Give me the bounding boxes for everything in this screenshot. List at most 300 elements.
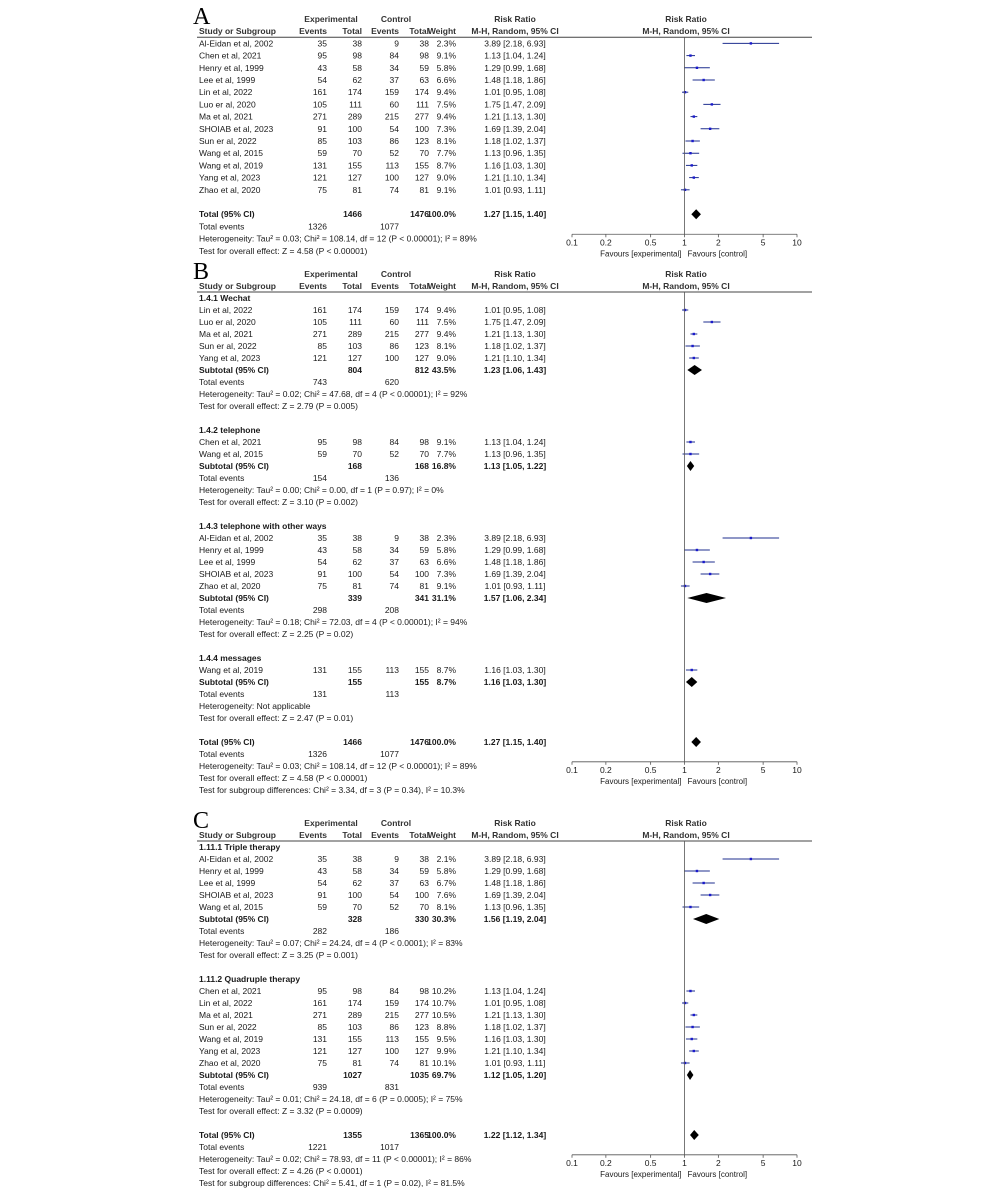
panel-c-group-1-subtotal-note-0: Heterogeneity: Tau² = 0.01; Chi² = 24.18, df = 6 (P = 0.0005); I² = 75% bbox=[199, 1094, 463, 1104]
panel-b-group-2-study-2-name: Lee et al, 1999 bbox=[199, 557, 256, 567]
panel-a-group-0-study-0-ci-text: 3.89 [2.18, 6.93] bbox=[484, 38, 546, 49]
panel-c-group-0-subtotal-note-1: Test for overall effect: Z = 3.25 (P = 0.001) bbox=[199, 950, 358, 960]
panel-a-group-0-study-6-total-exp: 289 bbox=[347, 111, 362, 122]
panel-c-group-0-study-4-point bbox=[689, 906, 691, 908]
panel-c-group-1-study-3-total-ctl: 123 bbox=[414, 1022, 429, 1032]
panel-c-group-0-study-3-name: SHOIAB et al, 2023 bbox=[199, 890, 274, 900]
panel-a-group-0-study-9-ci-text: 1.13 [0.96, 1.35] bbox=[484, 148, 546, 159]
panel-b-group-2-subtotal-weight: 31.1% bbox=[431, 593, 456, 603]
panel-b-group-1-study-0-name: Chen et al, 2021 bbox=[199, 437, 262, 447]
panel-a-group-0-study-1-weight: 9.1% bbox=[436, 50, 456, 61]
panel-c-group-1-study-4-point bbox=[691, 1038, 693, 1040]
panel-b-group-1-study-1-name: Wang et al, 2015 bbox=[199, 449, 263, 459]
panel-c-group-0-study-0-total-exp: 38 bbox=[352, 854, 362, 864]
panel-a-group-0-study-4-total-ctl: 174 bbox=[414, 87, 429, 98]
panel-a-header-method: M-H, Random, 95% CI bbox=[471, 26, 559, 37]
panel-c-axis-right-label: Favours [control] bbox=[687, 1169, 748, 1179]
panel-a-group-0-study-8-events-exp: 85 bbox=[317, 136, 327, 146]
panel-a-group-0-study-4-events-ctl: 159 bbox=[384, 87, 399, 98]
panel-c-group-1-subtotal-total-ctl: 1035 bbox=[410, 1070, 429, 1080]
panel-a-group-0-study-0-weight: 2.3% bbox=[436, 38, 456, 49]
panel-a-group-0-study-9-total-exp: 70 bbox=[352, 148, 362, 159]
panel-c-group-0-study-4-total-exp: 70 bbox=[352, 902, 362, 912]
panel-b-group-0-study-1-point bbox=[711, 321, 713, 323]
panel-c-group-0-study-0-total-ctl: 38 bbox=[419, 854, 429, 864]
panel-c-group-1-study-1-name: Lin et al, 2022 bbox=[199, 998, 253, 1008]
panel-c-total-total-exp: 1355 bbox=[343, 1130, 362, 1140]
panel-a-group-0-study-0-point bbox=[750, 42, 752, 44]
panel-a-group-0-study-8-total-ctl: 123 bbox=[414, 136, 429, 146]
panel-b-group-2-study-0-total-ctl: 38 bbox=[419, 533, 429, 543]
panel-b-group-3-subtotal-events-ctl: 113 bbox=[385, 689, 399, 699]
panel-c-group-1-study-2-weight: 10.5% bbox=[431, 1010, 456, 1020]
panel-c-group-1-study-5-weight: 9.9% bbox=[436, 1046, 456, 1056]
panel-c-group-1-study-0-events-ctl: 84 bbox=[389, 986, 399, 996]
panel-a-group-0-study-3-name: Lee et al, 1999 bbox=[199, 75, 256, 85]
panel-b-total-total-ctl: 1476 bbox=[410, 737, 429, 747]
panel-b-group-3-subtotal-ci-text: 1.16 [1.03, 1.30] bbox=[483, 677, 547, 687]
panel-c-group-1-study-2-name: Ma et al, 2021 bbox=[199, 1010, 253, 1020]
panel-b-axis-tick-label-0: 0.1 bbox=[566, 764, 578, 775]
panel-a-group-0-study-10-total-ctl: 155 bbox=[414, 160, 429, 171]
panel-b-group-1-study-0-point bbox=[689, 441, 691, 443]
panel-a-group-0-study-7-total-ctl: 100 bbox=[414, 123, 429, 134]
panel-a-total-events-exp: 1326 bbox=[308, 221, 327, 232]
panel-b-group-3-study-0-total-ctl: 155 bbox=[414, 665, 429, 675]
panel-b-group-1-study-1-weight: 7.7% bbox=[436, 449, 456, 459]
panel-b-group-2-study-0-name: Al-Eidan et al, 2002 bbox=[199, 533, 274, 543]
panel-c-group-1-study-5-total-exp: 127 bbox=[347, 1046, 362, 1056]
panel-c-group-1-study-4-events-ctl: 113 bbox=[385, 1034, 399, 1044]
panel-c-group-0-study-2-total-ctl: 63 bbox=[419, 878, 429, 888]
panel-b-group-3-study-0-point bbox=[691, 669, 693, 671]
panel-a-header-weight: Weight bbox=[427, 26, 456, 37]
panel-b-group-1-study-0-events-exp: 95 bbox=[317, 437, 327, 447]
panel-b-header-total-exp: Total bbox=[342, 281, 362, 291]
panel-b-group-1-study-1-events-ctl: 52 bbox=[389, 449, 399, 459]
panel-c-group-0-study-2-events-exp: 54 bbox=[317, 878, 327, 888]
panel-b-group-2-study-0-events-exp: 35 bbox=[317, 533, 327, 543]
panel-a-group-0-study-1-events-exp: 95 bbox=[317, 50, 327, 61]
panel-a-group-0-study-2-ci-text: 1.29 [0.99, 1.68] bbox=[484, 62, 546, 73]
panel-c-label: C bbox=[193, 808, 210, 834]
panel-c-group-1-study-1-events-exp: 161 bbox=[312, 998, 327, 1008]
panel-a-total-events-ctl: 1077 bbox=[380, 221, 399, 232]
panel-a-group-0-study-12-total-exp: 81 bbox=[352, 184, 362, 195]
panel-b-group-3-subtotal-label: Subtotal (95% CI) bbox=[199, 677, 269, 687]
panel-a-group-0-study-0-total-ctl: 38 bbox=[419, 38, 429, 49]
panel-a-axis-tick-label-6: 10 bbox=[792, 237, 802, 248]
panel-c-group-0-study-0-weight: 2.1% bbox=[436, 854, 456, 864]
panel-a-group-0-study-8-weight: 8.1% bbox=[436, 136, 456, 146]
panel-b-group-0-study-2-total-exp: 289 bbox=[347, 329, 362, 339]
panel-c-group-1-study-3-point bbox=[691, 1026, 693, 1028]
panel-b-group-0-subtotal-weight: 43.5% bbox=[431, 365, 456, 375]
panel-c-group-1-study-3-ci-text: 1.18 [1.02, 1.37] bbox=[484, 1022, 546, 1032]
panel-a-header-events-ctl: Events bbox=[371, 26, 399, 37]
panel-b-group-0-subtotal-total-exp: 804 bbox=[347, 365, 362, 375]
panel-a-group-0-study-12-ci-text: 1.01 [0.93, 1.11] bbox=[484, 184, 546, 195]
panel-b-group-2-study-4-ci-text: 1.01 [0.93, 1.11] bbox=[484, 581, 546, 591]
panel-b-group-2-study-4-events-exp: 75 bbox=[317, 581, 327, 591]
panel-c-group-0-subtotal-label: Subtotal (95% CI) bbox=[199, 914, 269, 924]
panel-c-group-0-study-1-events-ctl: 34 bbox=[389, 866, 399, 876]
panel-b-group-1-subtotal-label: Subtotal (95% CI) bbox=[199, 461, 269, 471]
panel-a-group-0-study-5-ci-text: 1.75 [1.47, 2.09] bbox=[484, 99, 546, 110]
panel-c-axis-tick-label-6: 10 bbox=[792, 1157, 802, 1168]
panel-c-group-0-study-4-weight: 8.1% bbox=[436, 902, 456, 912]
panel-a-group-0-study-2-point bbox=[696, 67, 698, 69]
panel-c-group-0-subtotal-note-0: Heterogeneity: Tau² = 0.07; Chi² = 24.24, df = 4 (P < 0.0001); I² = 83% bbox=[199, 938, 463, 948]
panel-b-group-0-subtotal-diamond bbox=[687, 365, 702, 375]
panel-b-group-2-study-3-total-exp: 100 bbox=[347, 569, 362, 579]
panel-a-group-0-study-1-name: Chen et al, 2021 bbox=[199, 50, 262, 61]
panel-b-group-1-subtotal-note-0: Heterogeneity: Tau² = 0.00; Chi² = 0.00, df = 1 (P = 0.97); I² = 0% bbox=[199, 485, 444, 495]
panel-a-group-0-study-11-weight: 9.0% bbox=[436, 172, 456, 183]
panel-b-group-0-study-3-ci-text: 1.18 [1.02, 1.37] bbox=[484, 341, 546, 351]
panel-b-group-2-study-2-events-exp: 54 bbox=[317, 557, 327, 567]
panel-a-group-0-study-7-ci-text: 1.69 [1.39, 2.04] bbox=[484, 123, 546, 134]
panel-b-group-2-subtotal-total-exp: 339 bbox=[347, 593, 362, 603]
panel-a-group-0-study-0-total-exp: 38 bbox=[352, 38, 362, 49]
panel-b-group-0-subtotal-events-ctl: 620 bbox=[384, 377, 399, 387]
panel-b-group-0-study-1-events-ctl: 60 bbox=[389, 317, 399, 327]
panel-c-group-0-study-1-total-ctl: 59 bbox=[419, 866, 429, 876]
panel-b-group-1-subtotal-total-exp: 168 bbox=[347, 461, 362, 471]
panel-c-group-0-study-1-total-exp: 58 bbox=[352, 866, 362, 876]
panel-c-header-method-plot: M-H, Random, 95% CI bbox=[642, 830, 730, 840]
panel-c-group-1-subtotal-events-label: Total events bbox=[199, 1082, 245, 1092]
panel-c-group-1-study-3-total-exp: 103 bbox=[347, 1022, 362, 1032]
panel-a-group-0-study-2-total-ctl: 59 bbox=[419, 62, 429, 73]
panel-b-group-1-subtotal-note-1: Test for overall effect: Z = 3.10 (P = 0.002) bbox=[199, 497, 358, 507]
panel-a-group-0-study-10-weight: 8.7% bbox=[436, 160, 456, 171]
panel-b-group-0-study-0-name: Lin et al, 2022 bbox=[199, 305, 253, 315]
panel-a-group-0-study-11-events-ctl: 100 bbox=[384, 172, 399, 183]
panel-a-group-0-study-7-total-exp: 100 bbox=[347, 123, 362, 134]
panel-c-header-risk-ratio: Risk Ratio bbox=[494, 818, 536, 828]
panel-a-total-ci-text: 1.27 [1.15, 1.40] bbox=[483, 209, 547, 220]
panel-a-group-0-study-5-total-exp: 111 bbox=[349, 99, 362, 110]
panel-a-group-0-study-10-point bbox=[691, 164, 693, 166]
panel-a-group-0-study-0-name: Al-Eidan et al, 2002 bbox=[199, 38, 274, 49]
panel-a-group-0-study-9-events-exp: 59 bbox=[317, 148, 327, 159]
panel-c-group-1-study-2-total-exp: 289 bbox=[347, 1010, 362, 1020]
panel-c-axis-tick-label-5: 5 bbox=[760, 1157, 766, 1168]
panel-b-group-1-study-0-weight: 9.1% bbox=[436, 437, 456, 447]
panel-b-group-2-study-1-total-ctl: 59 bbox=[419, 545, 429, 555]
panel-a-group-0-study-4-ci-text: 1.01 [0.95, 1.08] bbox=[484, 87, 546, 98]
panel-c-group-1-study-5-name: Yang et al, 2023 bbox=[199, 1046, 261, 1056]
panel-a-group-0-study-0-events-ctl: 9 bbox=[394, 38, 399, 49]
panel-c-group-1-subtotal-note-1: Test for overall effect: Z = 3.32 (P = 0.0009) bbox=[199, 1106, 363, 1116]
panel-c-group-0-study-2-point bbox=[702, 882, 704, 884]
panel-c-group-1-study-6-events-exp: 75 bbox=[317, 1058, 327, 1068]
panel-b-group-0-study-2-ci-text: 1.21 [1.13, 1.30] bbox=[484, 329, 546, 339]
panel-a-group-0-study-9-weight: 7.7% bbox=[436, 148, 456, 159]
panel-b-group-2-study-2-total-exp: 62 bbox=[352, 557, 362, 567]
panel-c-group-1-study-5-events-exp: 121 bbox=[312, 1046, 327, 1056]
panel-a-group-0-study-1-events-ctl: 84 bbox=[389, 50, 399, 61]
panel-a-group-0-study-0-events-exp: 35 bbox=[317, 38, 327, 49]
panel-a-group-0-study-12-events-ctl: 74 bbox=[389, 184, 399, 195]
panel-b-group-0-subtotal-total-ctl: 812 bbox=[414, 365, 429, 375]
panel-c-group-1-study-4-weight: 9.5% bbox=[436, 1034, 456, 1044]
panel-b-group-0-study-4-point bbox=[693, 357, 695, 359]
panel-b-group-2-study-1-events-exp: 43 bbox=[317, 545, 327, 555]
panel-a-header-total-exp: Total bbox=[342, 26, 362, 37]
panel-b-header-events-exp: Events bbox=[299, 281, 327, 291]
panel-b-group-0-subtotal-events-exp: 743 bbox=[312, 377, 327, 387]
panel-b-total-note-2: Test for subgroup differences: Chi² = 3.34, df = 3 (P = 0.34), I² = 10.3% bbox=[199, 785, 465, 795]
panel-c-group-1-study-1-events-ctl: 159 bbox=[384, 998, 399, 1008]
panel-c-group-0-subtotal-weight: 30.3% bbox=[431, 914, 456, 924]
panel-b-group-0-study-4-weight: 9.0% bbox=[436, 353, 456, 363]
panel-b-header-risk-ratio: Risk Ratio bbox=[494, 269, 536, 279]
panel-b-group-1-subtotal-ci-text: 1.13 [1.05, 1.22] bbox=[483, 461, 547, 471]
panel-c-group-0-title: 1.11.1 Triple therapy bbox=[199, 842, 281, 852]
panel-c-group-0-subtotal-total-exp: 328 bbox=[347, 914, 362, 924]
panel-a-axis-tick-label-1: 0.2 bbox=[599, 237, 612, 248]
panel-a-group-0-study-4-weight: 9.4% bbox=[436, 87, 456, 98]
panel-a-group-0-study-6-point bbox=[693, 115, 695, 117]
panel-c-group-1-study-5-point bbox=[693, 1050, 695, 1052]
panel-a-group-0-study-6-events-exp: 271 bbox=[312, 111, 327, 122]
panel-c-group-1-study-1-weight: 10.7% bbox=[431, 998, 456, 1008]
panel-a-group-0-study-2-events-exp: 43 bbox=[317, 62, 327, 73]
panel-c-total-note-0: Heterogeneity: Tau² = 0.02; Chi² = 78.93, df = 11 (P < 0.00001); I² = 86% bbox=[199, 1154, 472, 1164]
panel-c-group-1-subtotal-events-ctl: 831 bbox=[384, 1082, 399, 1092]
panel-a-group-0-study-4-total-exp: 174 bbox=[347, 87, 362, 98]
panel-a-group-0-study-4-name: Lin et al, 2022 bbox=[199, 87, 253, 98]
panel-b-total-note-1: Test for overall effect: Z = 4.58 (P < 0.00001) bbox=[199, 773, 368, 783]
panel-b-group-2-study-0-point bbox=[750, 537, 752, 539]
panel-a-group-0-study-7-events-exp: 91 bbox=[317, 123, 327, 134]
panel-b-group-3-study-0-ci-text: 1.16 [1.03, 1.30] bbox=[484, 665, 546, 675]
panel-c-group-0-study-0-ci-text: 3.89 [2.18, 6.93] bbox=[484, 854, 546, 864]
panel-c-group-0-subtotal-diamond bbox=[693, 914, 719, 924]
panel-b-group-1-subtotal-events-exp: 154 bbox=[312, 473, 327, 483]
panel-b-group-2-study-1-events-ctl: 34 bbox=[389, 545, 399, 555]
panel-c-header-control: Control bbox=[380, 818, 412, 828]
panel-b-group-3-subtotal-total-ctl: 155 bbox=[414, 677, 429, 687]
panel-b-group-3-subtotal-total-exp: 155 bbox=[347, 677, 362, 687]
panel-a-total-total-exp: 1466 bbox=[343, 209, 362, 220]
panel-b-group-3-subtotal-note-1: Test for overall effect: Z = 2.47 (P = 0.01) bbox=[199, 713, 354, 723]
panel-b-group-2-study-3-ci-text: 1.69 [1.39, 2.04] bbox=[484, 569, 546, 579]
panel-b-group-0-study-1-total-ctl: 111 bbox=[416, 317, 429, 327]
panel-c-group-0-study-2-weight: 6.7% bbox=[436, 878, 456, 888]
panel-a-group-0-study-7-name: SHOIAB et al, 2023 bbox=[199, 123, 274, 134]
panel-b-group-3-title: 1.4.4 messages bbox=[199, 653, 262, 663]
panel-c-group-0-study-0-events-ctl: 9 bbox=[394, 854, 399, 864]
panel-c-group-1-study-0-total-ctl: 98 bbox=[419, 986, 429, 996]
panel-c-group-1-subtotal-ci-text: 1.12 [1.05, 1.20] bbox=[483, 1070, 547, 1080]
panel-c-group-1-study-2-events-ctl: 215 bbox=[384, 1010, 399, 1020]
panel-a-group-0-study-12-name: Zhao et al, 2020 bbox=[199, 184, 261, 195]
panel-b-header-risk-ratio-plot: Risk Ratio bbox=[665, 269, 707, 279]
panel-b-group-2-study-3-weight: 7.3% bbox=[436, 569, 456, 579]
panel-b-group-2-study-1-name: Henry et al, 1999 bbox=[199, 545, 264, 555]
panel-c-axis-tick-label-1: 0.2 bbox=[599, 1157, 612, 1168]
panel-c-group-1-subtotal-events-exp: 939 bbox=[312, 1082, 327, 1092]
panel-c-group-1-study-4-ci-text: 1.16 [1.03, 1.30] bbox=[484, 1034, 546, 1044]
panel-b-group-2-study-4-total-exp: 81 bbox=[352, 581, 362, 591]
panel-b-group-0-study-2-point bbox=[693, 333, 695, 335]
panel-c-axis-left-label: Favours [experimental] bbox=[600, 1169, 682, 1179]
panel-c-group-1-study-2-total-ctl: 277 bbox=[414, 1010, 429, 1020]
panel-b-total-ci-text: 1.27 [1.15, 1.40] bbox=[483, 737, 547, 747]
panel-c-total-diamond bbox=[690, 1130, 699, 1140]
panel-a-axis-left-label: Favours [experimental] bbox=[600, 249, 682, 259]
panel-b-group-2-study-2-total-ctl: 63 bbox=[419, 557, 429, 567]
panel-a-group-0-study-5-name: Luo er al, 2020 bbox=[199, 99, 256, 110]
panel-a-group-0-study-12-events-exp: 75 bbox=[317, 184, 327, 195]
panel-c-group-1-subtotal-weight: 69.7% bbox=[431, 1070, 456, 1080]
panel-a-total-note-0: Heterogeneity: Tau² = 0.03; Chi² = 108.14, df = 12 (P < 0.00001); I² = 89% bbox=[199, 233, 477, 244]
panel-b-group-0-study-3-point bbox=[691, 345, 693, 347]
panel-c-group-0-study-3-ci-text: 1.69 [1.39, 2.04] bbox=[484, 890, 546, 900]
panel-a-group-0-study-10-events-ctl: 113 bbox=[385, 160, 399, 171]
panel-a-group-0-study-9-events-ctl: 52 bbox=[389, 148, 399, 159]
panel-a-group-0-study-3-total-exp: 62 bbox=[352, 75, 362, 85]
panel-c-group-0-study-2-ci-text: 1.48 [1.18, 1.86] bbox=[484, 878, 546, 888]
panel-b-header-control: Control bbox=[380, 269, 412, 279]
panel-b-group-2-study-0-events-ctl: 9 bbox=[394, 533, 399, 543]
panel-b-group-2-study-4-total-ctl: 81 bbox=[419, 581, 429, 591]
panel-c-group-1-study-6-events-ctl: 74 bbox=[389, 1058, 399, 1068]
panel-a-group-0-study-9-name: Wang et al, 2015 bbox=[199, 148, 263, 159]
panel-a-group-0-study-2-total-exp: 58 bbox=[352, 62, 362, 73]
panel-c-group-0-study-3-total-ctl: 100 bbox=[414, 890, 429, 900]
panel-c-total-label: Total (95% CI) bbox=[199, 1130, 255, 1140]
panel-b-group-0-study-1-total-exp: 111 bbox=[349, 317, 362, 327]
panel-c-group-0-subtotal-events-ctl: 186 bbox=[384, 926, 399, 936]
panel-c-total-events-exp: 1221 bbox=[308, 1142, 327, 1152]
panel-c-group-1-study-6-name: Zhao et al, 2020 bbox=[199, 1058, 261, 1068]
panel-c-group-1-study-6-total-exp: 81 bbox=[352, 1058, 362, 1068]
panel-c-header-experimental: Experimental bbox=[304, 818, 358, 828]
panel-b-group-1-subtotal-events-ctl: 136 bbox=[384, 473, 399, 483]
panel-c-header-risk-ratio-plot: Risk Ratio bbox=[665, 818, 707, 828]
panel-b-group-1-study-1-events-exp: 59 bbox=[317, 449, 327, 459]
panel-c-group-1-study-6-total-ctl: 81 bbox=[419, 1058, 429, 1068]
panel-c-group-1-study-5-ci-text: 1.21 [1.10, 1.34] bbox=[484, 1046, 546, 1056]
panel-a-header-total-ctl: Total bbox=[409, 26, 429, 37]
panel-c-group-0-study-4-ci-text: 1.13 [0.96, 1.35] bbox=[484, 902, 546, 912]
panel-c-axis-tick-label-3: 1 bbox=[682, 1157, 687, 1168]
panel-c-group-1-study-6-ci-text: 1.01 [0.93, 1.11] bbox=[484, 1058, 546, 1068]
panel-b-axis-left-label: Favours [experimental] bbox=[600, 776, 682, 786]
panel-c-group-0-study-3-events-exp: 91 bbox=[317, 890, 327, 900]
panel-c-group-1-study-1-total-exp: 174 bbox=[347, 998, 362, 1008]
panel-b-group-1-study-1-total-exp: 70 bbox=[352, 449, 362, 459]
panel-b-total-events-exp: 1326 bbox=[308, 749, 327, 759]
panel-a-axis-tick-label-4: 2 bbox=[715, 237, 721, 248]
panel-b-group-0-study-2-weight: 9.4% bbox=[436, 329, 456, 339]
panel-a-group-0-study-3-weight: 6.6% bbox=[436, 75, 456, 85]
panel-b-group-3-subtotal-events-label: Total events bbox=[199, 689, 245, 699]
panel-b-group-0-study-3-total-ctl: 123 bbox=[414, 341, 429, 351]
panel-a-group-0-study-9-point bbox=[689, 152, 691, 154]
panel-a-header-risk-ratio: Risk Ratio bbox=[494, 14, 536, 24]
panel-b-group-0-subtotal-ci-text: 1.23 [1.06, 1.43] bbox=[483, 365, 547, 375]
panel-c-total-note-1: Test for overall effect: Z = 4.26 (P < 0.0001) bbox=[199, 1166, 363, 1176]
panel-b-header-method-plot: M-H, Random, 95% CI bbox=[642, 281, 730, 291]
panel-b-group-3-subtotal-note-0: Heterogeneity: Not applicable bbox=[199, 701, 311, 711]
panel-a-group-0-study-7-point bbox=[709, 128, 711, 130]
panel-c-group-0-study-4-total-ctl: 70 bbox=[419, 902, 429, 912]
panel-b-group-0-study-4-events-ctl: 100 bbox=[384, 353, 399, 363]
panel-b-group-1-subtotal-total-ctl: 168 bbox=[414, 461, 429, 471]
panel-b-group-3-subtotal-events-exp: 131 bbox=[312, 689, 327, 699]
panel-c-group-0-study-4-name: Wang et al, 2015 bbox=[199, 902, 263, 912]
panel-b-group-0-study-0-total-exp: 174 bbox=[347, 305, 362, 315]
panel-b-header-events-ctl: Events bbox=[371, 281, 399, 291]
panel-c-group-1-subtotal-diamond bbox=[687, 1070, 694, 1080]
panel-c-total-events-label: Total events bbox=[199, 1142, 245, 1152]
panel-a-label: A bbox=[193, 4, 211, 30]
panel-c-group-0-study-3-events-ctl: 54 bbox=[389, 890, 399, 900]
panel-a-axis-right-label: Favours [control] bbox=[687, 249, 748, 259]
panel-a-group-0-study-5-events-exp: 105 bbox=[312, 99, 327, 110]
panel-a-group-0-study-1-total-ctl: 98 bbox=[419, 50, 429, 61]
panel-b-group-0-study-2-events-exp: 271 bbox=[312, 329, 327, 339]
panel-b-group-0-title: 1.4.1 Wechat bbox=[199, 293, 251, 303]
panel-b-axis-tick-label-6: 10 bbox=[792, 764, 802, 775]
panel-b-group-0-study-3-events-exp: 85 bbox=[317, 341, 327, 351]
panel-b-group-3-study-0-name: Wang et al, 2019 bbox=[199, 665, 263, 675]
panel-a-group-0-study-11-name: Yang et al, 2023 bbox=[199, 172, 261, 183]
panel-b-group-1-study-0-total-exp: 98 bbox=[352, 437, 362, 447]
panel-a-header-risk-ratio-plot: Risk Ratio bbox=[665, 14, 707, 24]
panel-c-group-0-study-1-weight: 5.8% bbox=[436, 866, 456, 876]
panel-c-group-1-study-0-ci-text: 1.13 [1.04, 1.24] bbox=[484, 986, 546, 996]
panel-b-header-method: M-H, Random, 95% CI bbox=[471, 281, 559, 291]
panel-b-total-total-exp: 1466 bbox=[343, 737, 362, 747]
panel-a-header-events-exp: Events bbox=[299, 26, 327, 37]
panel-b-group-0-study-1-name: Luo er al, 2020 bbox=[199, 317, 256, 327]
panel-b-group-0-study-2-name: Ma et al, 2021 bbox=[199, 329, 253, 339]
panel-b-group-2-study-2-events-ctl: 37 bbox=[389, 557, 399, 567]
panel-b-total-label: Total (95% CI) bbox=[199, 737, 255, 747]
panel-a-group-0-study-6-total-ctl: 277 bbox=[414, 111, 429, 122]
panel-a-group-0-study-6-events-ctl: 215 bbox=[384, 111, 399, 122]
panel-b-group-0-study-3-name: Sun er al, 2022 bbox=[199, 341, 257, 351]
panel-b-group-0-study-0-total-ctl: 174 bbox=[414, 305, 429, 315]
panel-b-group-2-study-2-ci-text: 1.48 [1.18, 1.86] bbox=[484, 557, 546, 567]
panel-a-group-0-study-10-ci-text: 1.16 [1.03, 1.30] bbox=[484, 160, 546, 171]
panel-a-group-0-study-11-total-ctl: 127 bbox=[414, 172, 429, 183]
panel-b-group-3-subtotal-diamond bbox=[686, 677, 697, 687]
panel-b-group-0-subtotal-note-1: Test for overall effect: Z = 2.79 (P = 0.005) bbox=[199, 401, 358, 411]
panel-c-axis-tick-label-2: 0.5 bbox=[644, 1157, 657, 1168]
panel-c-group-1-study-3-events-ctl: 86 bbox=[389, 1022, 399, 1032]
panel-a-group-0-study-10-name: Wang et al, 2019 bbox=[199, 160, 263, 171]
panel-b-axis-tick-label-2: 0.5 bbox=[644, 764, 657, 775]
panel-c-axis-tick-label-4: 2 bbox=[715, 1157, 721, 1168]
panel-c-group-1-study-1-total-ctl: 174 bbox=[414, 998, 429, 1008]
panel-b-group-3-study-0-total-exp: 155 bbox=[347, 665, 362, 675]
panel-c-total-total-ctl: 1365 bbox=[410, 1130, 429, 1140]
panel-c-total-events-ctl: 1017 bbox=[380, 1142, 399, 1152]
panel-a-group-0-study-6-weight: 9.4% bbox=[436, 111, 456, 122]
panel-a-group-0-study-2-name: Henry et al, 1999 bbox=[199, 62, 264, 73]
panel-b-axis-tick-label-5: 5 bbox=[760, 764, 766, 775]
panel-c-group-0-study-1-name: Henry et al, 1999 bbox=[199, 866, 264, 876]
panel-a-total-weight: 100.0% bbox=[427, 209, 456, 220]
panel-b-group-2-subtotal-diamond bbox=[687, 593, 726, 603]
